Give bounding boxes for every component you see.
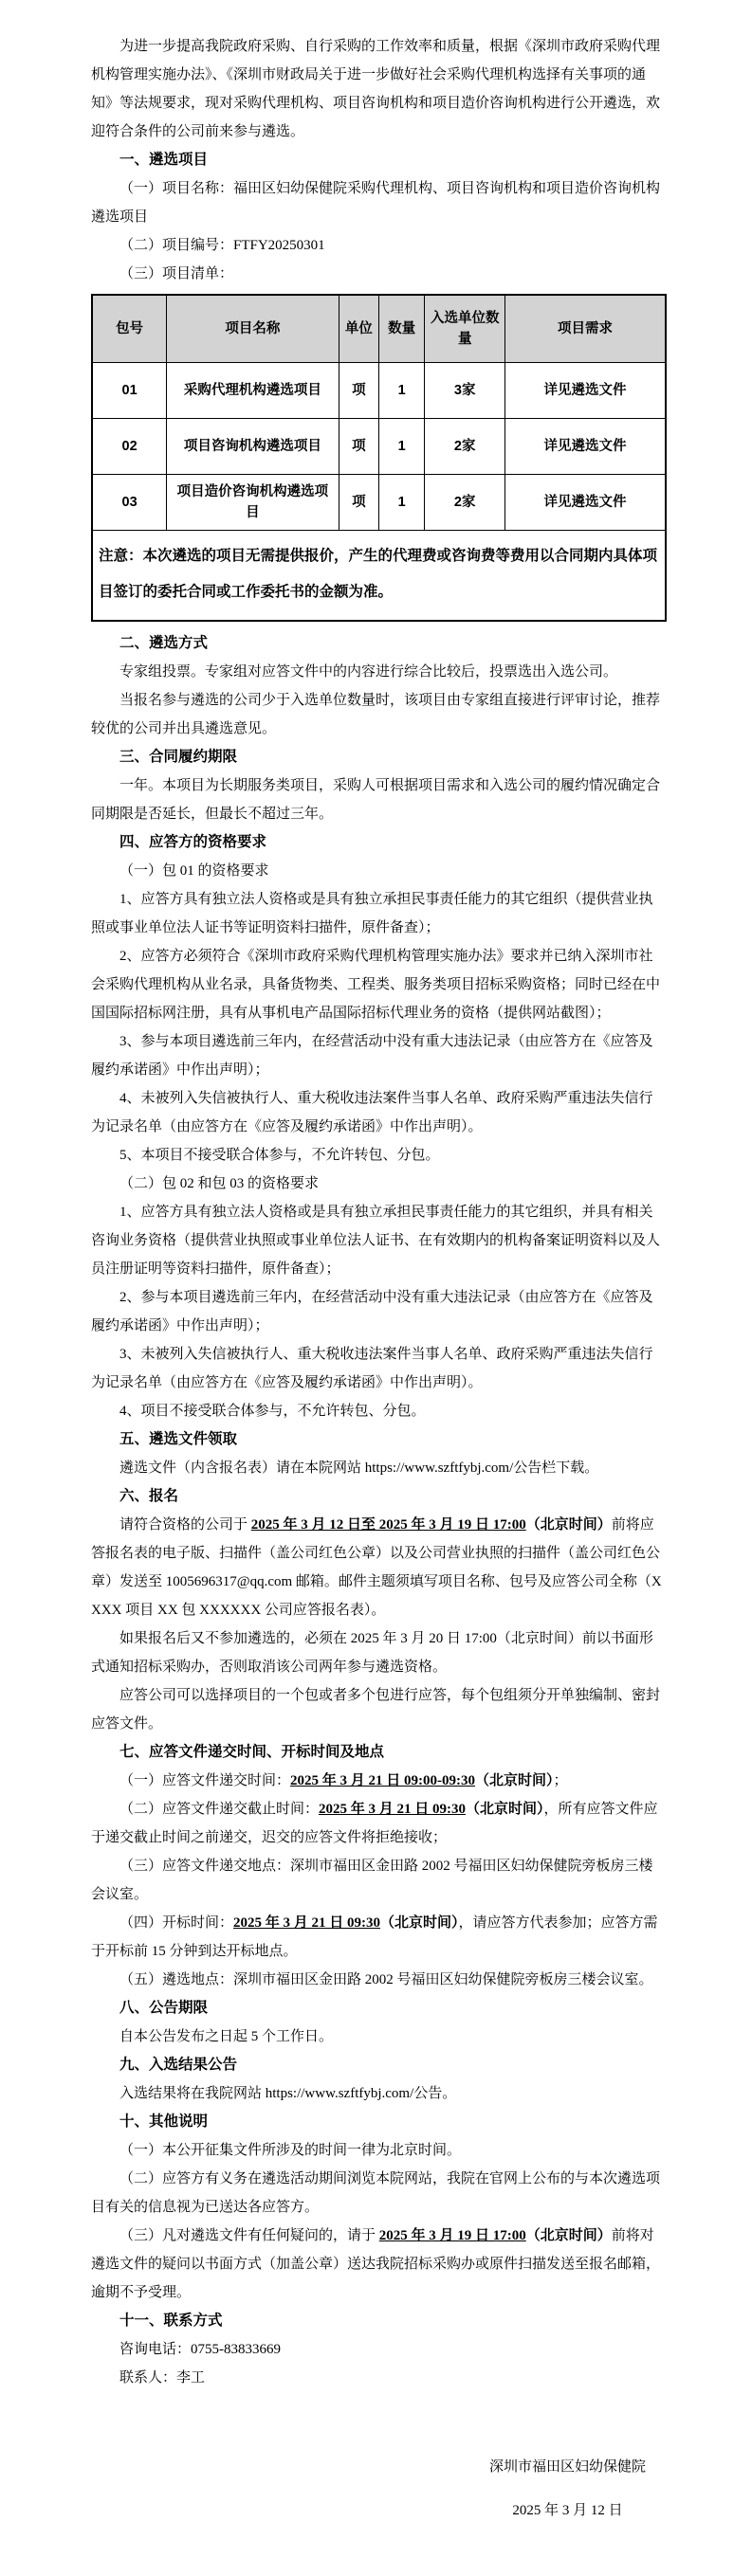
table-header-row — [92, 295, 666, 363]
text-run: 请符合资格的公司于 — [119, 1517, 251, 1533]
text-run: （三）应答文件递交地点：深圳市福田区金田路 2002 号福田区妇幼保健院旁板房三楼会议室。 — [91, 1859, 653, 1902]
paragraph — [91, 2364, 667, 2392]
section-heading — [91, 2307, 667, 2335]
text-run: （一）包 01 的资格要求 — [119, 863, 269, 879]
text-run: （一）应答文件递交时间： — [119, 1773, 291, 1788]
text-run: 前将对遴选文件的疑问以书面方式（加盖公章）送达我院招标采购办或原件扫描发送至报名邮箱，逾期不予受理。 — [91, 2228, 661, 2300]
paragraph — [91, 1909, 667, 1966]
text-run: ，所有应答文件应于递交截止时间之前递交，迟交的应答文件将拒绝接收； — [91, 1802, 658, 1845]
text-run: 3、未被列入失信被执行人、重大税收违法案件当事人名单、政府采购严重违法失信行为记录名单（由应答方在《应答及履约承诺函》中作出声明）。 — [91, 1347, 653, 1390]
section-heading — [91, 1425, 667, 1454]
table-note-row — [92, 531, 666, 622]
paragraph — [91, 885, 667, 942]
text-run: 专家组投票。专家组对应答文件中的内容进行综合比较后，投票选出入选公司。 — [119, 664, 618, 680]
text-run: 2、参与本项目遴选前三年内，在经营活动中没有重大违法记录（由应答方在《应答及履约承诺函》中作出声明）； — [91, 1290, 653, 1333]
table-cell: 03 — [92, 475, 167, 531]
text-run: （一）本公开征集文件所涉及的时间一律为北京时间。 — [119, 2143, 462, 2158]
paragraph — [91, 2335, 667, 2364]
paragraph — [91, 1767, 667, 1795]
section-heading — [91, 1738, 667, 1767]
text-run: 2025 年 3 月 19 日 17:00 — [378, 2228, 526, 2243]
section-heading — [91, 2108, 667, 2136]
text-run: 5、本项目不接受联合体参与，不允许转包、分包。 — [119, 1148, 440, 1163]
text-run: 为进一步提高我院政府采购、自行采购的工作效率和质量，根据《深圳市政府采购代理机构管理实施办法》、《深圳市财政局关于进一步做好社会采购代理机构选择有关事项的通知》等法规要求，现对采购代理机构、项目咨询机构和项目造价咨询机构进行公开遴选，欢迎符合条件的公司前来参与遴选。 — [91, 39, 661, 139]
text-run: 八、公告期限 — [119, 2000, 209, 2016]
paragraph — [91, 1454, 667, 1482]
text-run: 自本公告发布之日起 5 个工作日。 — [119, 2029, 334, 2044]
text-run: （北京时间） — [466, 1802, 544, 1817]
table-cell: 1 — [378, 363, 424, 419]
text-run: 1、应答方具有独立法人资格或是具有独立承担民事责任能力的其它组织，并具有相关咨询业务资格（提供营业执照或事业单位法人证书、在有效期内的机构备案证明资料以及人员注册证明等资料扫描件，原件备查）； — [91, 1205, 661, 1277]
text-run: 二、遴选方式 — [119, 635, 209, 651]
paragraph — [91, 1681, 667, 1738]
text-run: 七、应答文件递交时间、开标时间及地点 — [119, 1744, 385, 1760]
section-heading — [91, 828, 667, 857]
section-heading — [91, 2051, 667, 2079]
text-run: 应答公司可以选择项目的一个包或者多个包进行应答，每个包组须分开单独编制、密封应答文件。 — [91, 1688, 661, 1732]
table-cell: 2家 — [425, 419, 505, 475]
text-run: （二）项目编号：FTFY20250301 — [119, 238, 325, 253]
table-cell: 详见遴选文件 — [505, 419, 666, 475]
paragraph — [91, 174, 667, 231]
paragraph — [91, 658, 667, 686]
table-cell: 详见遴选文件 — [505, 475, 666, 531]
paragraph — [91, 1198, 667, 1283]
section-heading — [91, 1482, 667, 1511]
text-run: 4、未被列入失信被执行人、重大税收违法案件当事人名单、政府采购严重违法失信行为记录名单（由应答方在《应答及履约承诺函》中作出声明）。 — [91, 1091, 653, 1134]
paragraph — [91, 1283, 667, 1340]
section-heading — [91, 743, 667, 771]
paragraph — [91, 2136, 667, 2165]
table-header-cell: 单位 — [339, 295, 378, 363]
footer-organization: 深圳市福田区妇幼保健院 — [488, 2459, 646, 2475]
paragraph — [91, 686, 667, 743]
table-cell: 详见遴选文件 — [505, 363, 666, 419]
text-run: 三、合同履约期限 — [119, 749, 238, 765]
text-run: （五）遴选地点：深圳市福田区金田路 2002 号福田区妇幼保健院旁板房三楼会议室。 — [119, 1972, 653, 1987]
paragraph — [91, 857, 667, 885]
text-run: 九、入选结果公告 — [119, 2057, 238, 2073]
section-heading — [91, 1994, 667, 2023]
paragraph — [91, 231, 667, 260]
paragraph — [91, 1084, 667, 1141]
text-run: （三）项目清单： — [119, 266, 234, 281]
text-run: （北京时间） — [475, 1773, 554, 1788]
paragraph — [91, 1795, 667, 1852]
table-header-cell: 入选单位数量 — [425, 295, 505, 363]
text-run: 2025 年 3 月 21 日 09:30 — [233, 1915, 381, 1931]
text-run: （北京时间） — [525, 2228, 612, 2243]
text-run: 1、应答方具有独立法人资格或是具有独立承担民事责任能力的其它组织（提供营业执照或事业单位法人证书等证明资料扫描件，原件备查）； — [91, 892, 653, 935]
text-run: 2、应答方必须符合《深圳市政府采购代理机构管理实施办法》要求并已纳入深圳市社会采购代理机构从业名录，具备货物类、工程类、服务类项目招标采购资格；同时已经在中国国际招标网注册，具有从事机电产品国际招标代理业务的资格（提供网站截图）； — [91, 949, 661, 1021]
table-cell: 项 — [339, 419, 378, 475]
text-run: 2025 年 3 月 21 日 09:00-09:30 — [290, 1773, 476, 1788]
paragraph — [91, 942, 667, 1027]
table-cell: 项目造价咨询机构遴选项目 — [167, 475, 339, 531]
table-cell: 项 — [339, 363, 378, 419]
paragraph — [91, 2165, 667, 2222]
text-run: （一）项目名称：福田区妇幼保健院采购代理机构、项目咨询机构和项目造价咨询机构遴选项目 — [91, 181, 661, 225]
text-run: （二）应答方有义务在遴选活动期间浏览本院网站，我院在官网上公布的与本次遴选项目有关的信息视为已送达各应答方。 — [91, 2171, 661, 2215]
text-run: 3、参与本项目遴选前三年内，在经营活动中没有重大违法记录（由应答方在《应答及履约承诺函》中作出声明）； — [91, 1034, 653, 1078]
text-run: 十一、联系方式 — [119, 2313, 223, 2329]
table-cell: 1 — [378, 475, 424, 531]
table-cell: 3家 — [425, 363, 505, 419]
paragraph — [91, 1511, 667, 1624]
table-header-cell: 项目名称 — [167, 295, 339, 363]
paragraph — [91, 2079, 667, 2108]
text-run: （北京时间） — [380, 1915, 459, 1931]
text-run: （三）凡对遴选文件有任何疑问的，请于 — [119, 2228, 379, 2243]
table-row — [92, 419, 666, 475]
text-run: 2025 年 3 月 12 日至 2025 年 3 月 19 日 17:00 — [250, 1517, 526, 1533]
table-header-cell: 包号 — [92, 295, 167, 363]
text-run: 五、遴选文件领取 — [119, 1431, 238, 1447]
table-row — [92, 363, 666, 419]
paragraph — [91, 1170, 667, 1198]
text-run: 咨询电话：0755-83833669 — [119, 2342, 281, 2357]
text-run: （二）包 02 和包 03 的资格要求 — [119, 1176, 320, 1191]
text-run: 一年。本项目为长期服务类项目，采购人可根据项目需求和入选公司的履约情况确定合同期限是否延长，但最长不超过三年。 — [91, 778, 661, 822]
text-run: 六、报名 — [119, 1488, 179, 1504]
table-header-cell: 数量 — [378, 295, 424, 363]
paragraph — [91, 771, 667, 828]
paragraph — [91, 1141, 667, 1170]
text-run: 2025 年 3 月 21 日 09:30 — [319, 1802, 467, 1817]
table-cell: 采购代理机构遴选项目 — [167, 363, 339, 419]
table-cell: 项目咨询机构遴选项目 — [167, 419, 339, 475]
text-run: 前将应答报名表的电子版、扫描件（盖公司红色公章）以及公司营业执照的扫描件（盖公司红色公章）发送至 1005696317@qq.com 邮箱。邮件主题须填写项目名称、包号及应答公司全称（XXXX 项目 XX 包 XXXXXX 公司应答报名表）。 — [91, 1517, 662, 1618]
text-run: 当报名参与遴选的公司少于入选单位数量时，该项目由专家组直接进行评审讨论，推荐较优的公司并出具遴选意见。 — [91, 693, 661, 736]
document-footer — [489, 2445, 646, 2532]
table-cell: 02 — [92, 419, 167, 475]
table-cell: 2家 — [425, 475, 505, 531]
paragraph — [91, 1397, 667, 1425]
paragraph — [91, 2222, 667, 2307]
text-run: （北京时间） — [525, 1517, 612, 1533]
text-run: 联系人：李工 — [119, 2370, 206, 2386]
table-cell: 项 — [339, 475, 378, 531]
paragraph — [91, 1027, 667, 1084]
text-run: ； — [553, 1773, 568, 1788]
text-run: （二）应答文件递交截止时间： — [119, 1802, 320, 1817]
paragraph — [91, 1966, 667, 1994]
text-run: 四、应答方的资格要求 — [119, 834, 267, 850]
text-run: 遴选文件（内含报名表）请在本院网站 https://www.szftfybj.com/公告栏下载。 — [119, 1460, 599, 1476]
paragraph — [91, 2023, 667, 2051]
table-row — [92, 475, 666, 531]
text-run: 4、项目不接受联合体参与，不允许转包、分包。 — [119, 1404, 426, 1419]
text-run: 一、遴选项目 — [119, 152, 209, 168]
table-cell: 01 — [92, 363, 167, 419]
section-heading — [91, 629, 667, 658]
paragraph — [91, 1340, 667, 1397]
section-heading — [91, 146, 667, 174]
paragraph — [91, 260, 667, 288]
table-header-cell: 项目需求 — [505, 295, 666, 363]
paragraph — [91, 32, 667, 146]
text-run: 十、其他说明 — [119, 2113, 209, 2130]
paragraph — [91, 1852, 667, 1909]
text-run: ，请应答方代表参加；应答方需于开标前 15 分钟到达开标地点。 — [91, 1915, 658, 1959]
paragraph — [91, 1624, 667, 1681]
text-run: 如果报名后又不参加遴选的，必须在 2025 年 3 月 20 日 17:00（北京时间）前以书面形式通知招标采购办，否则取消该公司两年参与遴选资格。 — [91, 1631, 653, 1675]
project-list-table — [91, 294, 667, 622]
text-run: （四）开标时间： — [119, 1915, 234, 1931]
table-note-cell: 注意：本次遴选的项目无需提供报价，产生的代理费或咨询费等费用以合同期内具体项目签订的委托合同或工作委托书的金额为准。 — [92, 531, 666, 622]
text-run: 入选结果将在我院网站 https://www.szftfybj.com/公告。 — [119, 2086, 457, 2101]
table-cell: 1 — [378, 419, 424, 475]
footer-date: 2025 年 3 月 12 日 — [512, 2503, 623, 2518]
